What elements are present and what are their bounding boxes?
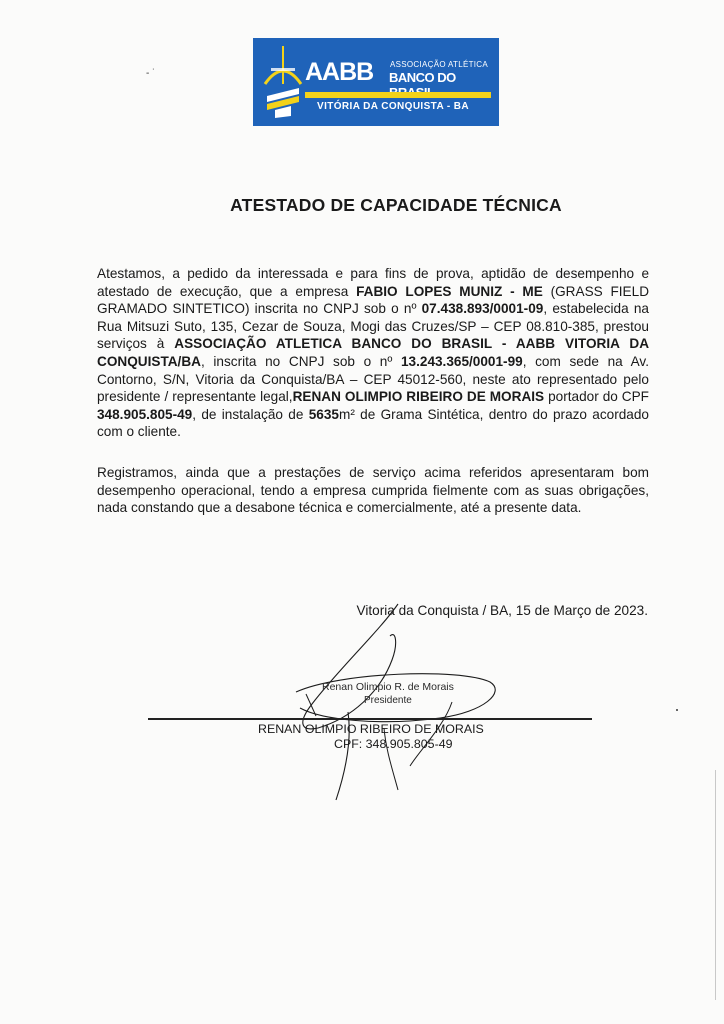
client-cnpj: 13.243.365/0001-99 bbox=[400, 353, 523, 369]
signature-line bbox=[148, 718, 592, 720]
logo-bank-label: BANCO DO bbox=[389, 70, 456, 85]
performance-paragraph bbox=[97, 464, 649, 517]
paragraph-text: Atestamos, a pedido da interessada e para fins de prova, aptidão de desempenho e atestado de execução, que a empresa bbox=[97, 266, 649, 299]
paragraph-text: portador do CPF bbox=[544, 389, 649, 405]
logo-city-label: VITÓRIA DA CONQUISTA - BA bbox=[317, 101, 470, 112]
signatory-cpf: CPF: 348.905.805-49 bbox=[334, 737, 453, 751]
document-title: ATESTADO DE CAPACIDADE TÉCNICA bbox=[230, 195, 562, 215]
paragraph-text: , com sede na Av. Contorno, S/N, Vitoria da Conquista/BA – CEP 45012-560, neste ato representado pelo presidente / representante legal, bbox=[97, 353, 649, 405]
attestation-paragraph bbox=[97, 265, 649, 441]
aabb-emblem-icon bbox=[261, 44, 305, 120]
company-name: FABIO LOPES MUNIZ - ME bbox=[356, 283, 543, 299]
paragraph-text: Registramos, ainda que a prestações de serviço acima referidos apresentaram bom desempenho operacional, tendo a empresa cumprida fielmente com as suas obrigações, nada constando que a desabone técnica e comercialmente, até a presente data. bbox=[97, 465, 649, 516]
aabb-logo bbox=[253, 38, 499, 126]
scan-speck: ‑ ˙ bbox=[146, 68, 156, 79]
scan-edge-shadow bbox=[715, 770, 716, 1000]
paragraph-text: , inscrita no CNPJ sob o nº bbox=[200, 353, 401, 369]
logo-yellow-stripe bbox=[305, 92, 491, 98]
representative-name: RENAN OLIMPIO RIBEIRO DE MORAIS bbox=[292, 389, 545, 405]
paragraph-text: , estabelecida na Rua Mitsuzi Suto, 135, Cezar de Souza, Mogi das Cruzes/SP – CEP 08.810-385, prestou serviços à bbox=[97, 301, 649, 352]
company-cnpj: 07.438.893/0001-09 bbox=[421, 301, 544, 317]
stamp-name: Renan Olimpio R. de Morais bbox=[322, 681, 454, 693]
handwritten-signature bbox=[0, 600, 724, 810]
installed-area: 5635 bbox=[308, 406, 339, 422]
paragraph-text: (GRASS FIELD GRAMADO SINTETICO) inscrita no CNPJ sob o nº bbox=[97, 283, 650, 317]
scan-speck bbox=[676, 709, 678, 711]
client-name: ASSOCIAÇÃO ATLETICA BANCO DO BRASIL - AABB VITORIA DA CONQUISTA/BA bbox=[97, 336, 650, 369]
logo-association-label: ASSOCIAÇÃO ATLÉTICA bbox=[390, 60, 489, 69]
logo-wordmark: AABB bbox=[305, 58, 374, 86]
representative-cpf: 348.905.805-49 bbox=[97, 406, 193, 422]
stamp-role: Presidente bbox=[364, 695, 412, 706]
paragraph-text: , de instalação de bbox=[192, 406, 309, 422]
paragraph-text: m² de Grama Sintética, dentro do prazo acordado com o cliente. bbox=[97, 406, 649, 440]
place-and-date: Vitoria da Conquista / BA, 15 de Março de 2023. bbox=[356, 603, 648, 618]
signatory-name: RENAN OLIMPIO RIBEIRO DE MORAIS bbox=[258, 722, 484, 736]
